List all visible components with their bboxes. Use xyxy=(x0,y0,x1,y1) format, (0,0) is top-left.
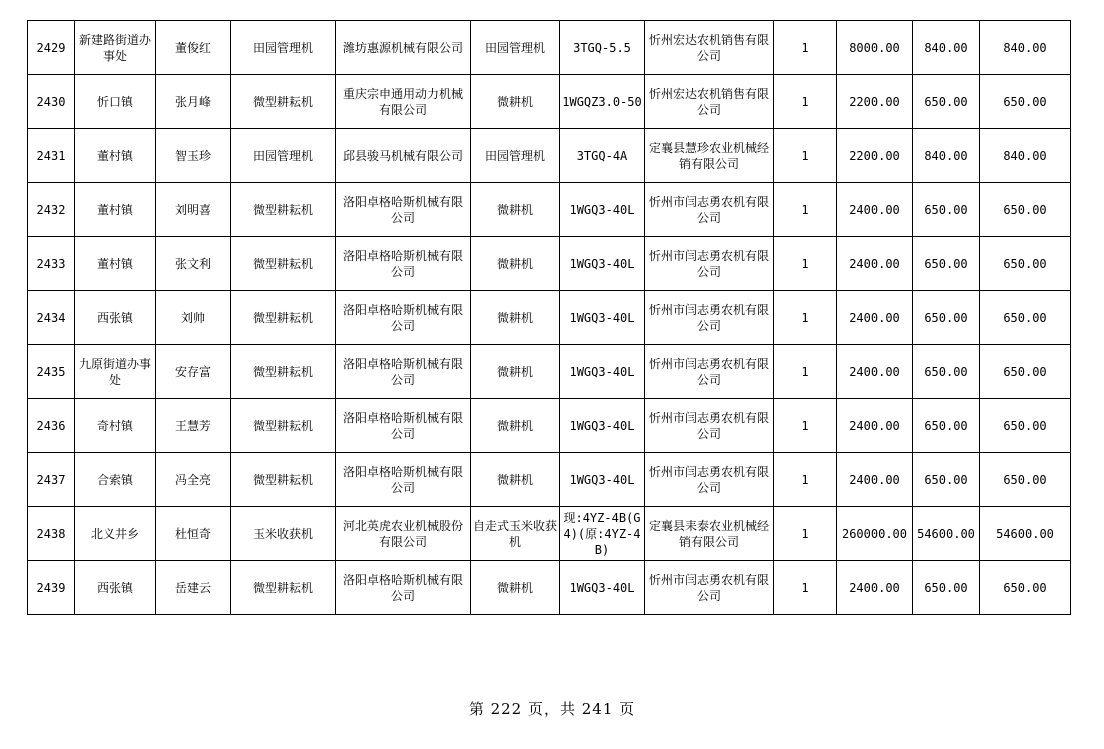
table-row xyxy=(28,75,1071,129)
cell-name: 冯全亮 xyxy=(156,453,231,507)
table-row xyxy=(28,129,1071,183)
cell-dealer: 定襄县慧珍农业机械经销有限公司 xyxy=(645,129,774,183)
cell-model: 现:4YZ-4B(G4)(原:4YZ-4B) xyxy=(560,507,645,561)
cell-price: 8000.00 xyxy=(837,21,913,75)
cell-serial: 2437 xyxy=(28,453,75,507)
cell-model: 3TGQ-5.5 xyxy=(560,21,645,75)
cell-town: 奇村镇 xyxy=(75,399,156,453)
cell-quantity: 1 xyxy=(774,399,837,453)
cell-name: 王慧芳 xyxy=(156,399,231,453)
cell-name: 张月峰 xyxy=(156,75,231,129)
cell-town: 西张镇 xyxy=(75,561,156,615)
cell-manufacturer: 洛阳卓格哈斯机械有限公司 xyxy=(336,399,471,453)
cell-name: 安存富 xyxy=(156,345,231,399)
table-row xyxy=(28,291,1071,345)
cell-name: 刘明喜 xyxy=(156,183,231,237)
table-row xyxy=(28,21,1071,75)
cell-name: 张文利 xyxy=(156,237,231,291)
table-row xyxy=(28,561,1071,615)
cell-dealer: 忻州宏达农机销售有限公司 xyxy=(645,21,774,75)
cell-model: 1WGQ3-40L xyxy=(560,453,645,507)
cell-machine-type: 微型耕耘机 xyxy=(231,183,336,237)
cell-subsidy: 54600.00 xyxy=(913,507,980,561)
cell-subsidy: 650.00 xyxy=(913,561,980,615)
cell-town: 董村镇 xyxy=(75,129,156,183)
cell-total: 650.00 xyxy=(980,237,1071,291)
cell-category: 微耕机 xyxy=(471,453,560,507)
cell-total: 650.00 xyxy=(980,399,1071,453)
cell-subsidy: 650.00 xyxy=(913,453,980,507)
cell-quantity: 1 xyxy=(774,129,837,183)
cell-serial: 2429 xyxy=(28,21,75,75)
cell-price: 2200.00 xyxy=(837,75,913,129)
cell-category: 微耕机 xyxy=(471,345,560,399)
cell-model: 1WGQ3-40L xyxy=(560,237,645,291)
cell-name: 智玉珍 xyxy=(156,129,231,183)
table-row xyxy=(28,453,1071,507)
cell-dealer: 忻州市闫志勇农机有限公司 xyxy=(645,237,774,291)
cell-quantity: 1 xyxy=(774,291,837,345)
cell-price: 2400.00 xyxy=(837,345,913,399)
cell-model: 1WGQZ3.0-50 xyxy=(560,75,645,129)
cell-manufacturer: 洛阳卓格哈斯机械有限公司 xyxy=(336,345,471,399)
cell-town: 忻口镇 xyxy=(75,75,156,129)
cell-category: 微耕机 xyxy=(471,291,560,345)
cell-town: 九原街道办事处 xyxy=(75,345,156,399)
cell-dealer: 忻州市闫志勇农机有限公司 xyxy=(645,561,774,615)
cell-serial: 2439 xyxy=(28,561,75,615)
cell-quantity: 1 xyxy=(774,345,837,399)
table-row xyxy=(28,399,1071,453)
cell-serial: 2434 xyxy=(28,291,75,345)
cell-name: 岳建云 xyxy=(156,561,231,615)
cell-model: 1WGQ3-40L xyxy=(560,561,645,615)
cell-total: 650.00 xyxy=(980,561,1071,615)
subsidy-table xyxy=(27,20,1071,615)
cell-category: 微耕机 xyxy=(471,561,560,615)
cell-category: 微耕机 xyxy=(471,237,560,291)
cell-name: 董俊红 xyxy=(156,21,231,75)
cell-machine-type: 微型耕耘机 xyxy=(231,561,336,615)
cell-quantity: 1 xyxy=(774,21,837,75)
cell-town: 董村镇 xyxy=(75,237,156,291)
cell-dealer: 忻州市闫志勇农机有限公司 xyxy=(645,291,774,345)
cell-category: 微耕机 xyxy=(471,183,560,237)
cell-price: 260000.00 xyxy=(837,507,913,561)
cell-quantity: 1 xyxy=(774,75,837,129)
cell-category: 微耕机 xyxy=(471,75,560,129)
cell-model: 1WGQ3-40L xyxy=(560,345,645,399)
cell-dealer: 定襄县耒泰农业机械经销有限公司 xyxy=(645,507,774,561)
cell-quantity: 1 xyxy=(774,453,837,507)
cell-serial: 2436 xyxy=(28,399,75,453)
cell-name: 刘帅 xyxy=(156,291,231,345)
cell-machine-type: 微型耕耘机 xyxy=(231,399,336,453)
cell-quantity: 1 xyxy=(774,561,837,615)
cell-dealer: 忻州市闫志勇农机有限公司 xyxy=(645,183,774,237)
cell-total: 54600.00 xyxy=(980,507,1071,561)
cell-subsidy: 650.00 xyxy=(913,399,980,453)
cell-price: 2200.00 xyxy=(837,129,913,183)
cell-total: 840.00 xyxy=(980,129,1071,183)
cell-quantity: 1 xyxy=(774,237,837,291)
cell-manufacturer: 洛阳卓格哈斯机械有限公司 xyxy=(336,291,471,345)
cell-subsidy: 650.00 xyxy=(913,345,980,399)
cell-price: 2400.00 xyxy=(837,561,913,615)
cell-total: 650.00 xyxy=(980,75,1071,129)
cell-total: 840.00 xyxy=(980,21,1071,75)
cell-dealer: 忻州宏达农机销售有限公司 xyxy=(645,75,774,129)
table-row xyxy=(28,507,1071,561)
cell-serial: 2430 xyxy=(28,75,75,129)
cell-subsidy: 650.00 xyxy=(913,183,980,237)
cell-machine-type: 微型耕耘机 xyxy=(231,237,336,291)
cell-serial: 2433 xyxy=(28,237,75,291)
cell-model: 1WGQ3-40L xyxy=(560,399,645,453)
cell-town: 董村镇 xyxy=(75,183,156,237)
cell-price: 2400.00 xyxy=(837,453,913,507)
cell-dealer: 忻州市闫志勇农机有限公司 xyxy=(645,345,774,399)
page-footer: 第 222 页，共 241 页 xyxy=(468,700,636,718)
cell-price: 2400.00 xyxy=(837,399,913,453)
cell-town: 合索镇 xyxy=(75,453,156,507)
cell-total: 650.00 xyxy=(980,291,1071,345)
cell-model: 1WGQ3-40L xyxy=(560,291,645,345)
table-row xyxy=(28,345,1071,399)
cell-total: 650.00 xyxy=(980,453,1071,507)
cell-category: 田园管理机 xyxy=(471,21,560,75)
cell-total: 650.00 xyxy=(980,345,1071,399)
cell-category: 微耕机 xyxy=(471,399,560,453)
cell-serial: 2431 xyxy=(28,129,75,183)
cell-town: 新建路街道办事处 xyxy=(75,21,156,75)
cell-manufacturer: 洛阳卓格哈斯机械有限公司 xyxy=(336,561,471,615)
cell-subsidy: 650.00 xyxy=(913,291,980,345)
cell-category: 田园管理机 xyxy=(471,129,560,183)
cell-manufacturer: 潍坊惠源机械有限公司 xyxy=(336,21,471,75)
cell-model: 1WGQ3-40L xyxy=(560,183,645,237)
cell-serial: 2432 xyxy=(28,183,75,237)
cell-manufacturer: 洛阳卓格哈斯机械有限公司 xyxy=(336,453,471,507)
table-row xyxy=(28,237,1071,291)
cell-dealer: 忻州市闫志勇农机有限公司 xyxy=(645,453,774,507)
cell-quantity: 1 xyxy=(774,507,837,561)
cell-serial: 2438 xyxy=(28,507,75,561)
cell-machine-type: 微型耕耘机 xyxy=(231,75,336,129)
cell-price: 2400.00 xyxy=(837,183,913,237)
cell-manufacturer: 洛阳卓格哈斯机械有限公司 xyxy=(336,237,471,291)
cell-model: 3TGQ-4A xyxy=(560,129,645,183)
cell-machine-type: 田园管理机 xyxy=(231,21,336,75)
cell-manufacturer: 洛阳卓格哈斯机械有限公司 xyxy=(336,183,471,237)
cell-manufacturer: 河北英虎农业机械股份有限公司 xyxy=(336,507,471,561)
cell-price: 2400.00 xyxy=(837,237,913,291)
cell-serial: 2435 xyxy=(28,345,75,399)
cell-machine-type: 玉米收获机 xyxy=(231,507,336,561)
cell-quantity: 1 xyxy=(774,183,837,237)
cell-name: 杜恒奇 xyxy=(156,507,231,561)
cell-machine-type: 微型耕耘机 xyxy=(231,345,336,399)
cell-subsidy: 650.00 xyxy=(913,237,980,291)
cell-subsidy: 840.00 xyxy=(913,21,980,75)
cell-manufacturer: 邱县骏马机械有限公司 xyxy=(336,129,471,183)
cell-machine-type: 微型耕耘机 xyxy=(231,291,336,345)
cell-total: 650.00 xyxy=(980,183,1071,237)
cell-subsidy: 840.00 xyxy=(913,129,980,183)
cell-machine-type: 田园管理机 xyxy=(231,129,336,183)
cell-machine-type: 微型耕耘机 xyxy=(231,453,336,507)
cell-price: 2400.00 xyxy=(837,291,913,345)
cell-category: 自走式玉米收获机 xyxy=(471,507,560,561)
table-row xyxy=(28,183,1071,237)
cell-manufacturer: 重庆宗申通用动力机械有限公司 xyxy=(336,75,471,129)
cell-town: 西张镇 xyxy=(75,291,156,345)
cell-town: 北义井乡 xyxy=(75,507,156,561)
cell-dealer: 忻州市闫志勇农机有限公司 xyxy=(645,399,774,453)
cell-subsidy: 650.00 xyxy=(913,75,980,129)
